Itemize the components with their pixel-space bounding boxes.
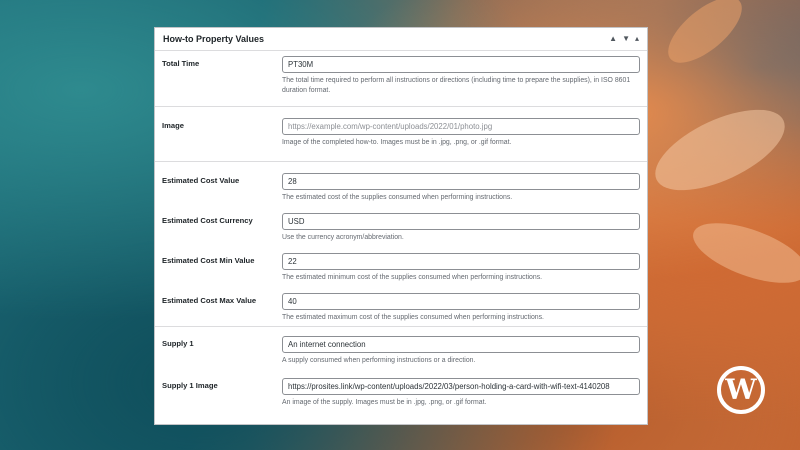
field-label: Supply 1 xyxy=(162,339,194,348)
field-row-cost-currency xyxy=(162,202,640,242)
estimated-cost-currency-input[interactable]: USD xyxy=(282,213,640,230)
field-row-supply-1-image xyxy=(162,367,640,408)
estimated-cost-min-input[interactable]: 22 xyxy=(282,253,640,270)
field-label: Total Time xyxy=(162,59,200,68)
field-row-image xyxy=(162,107,640,161)
panel-title: How-to Property Values xyxy=(163,34,265,44)
field-label: Estimated Cost Max Value xyxy=(162,296,257,305)
field-label: Estimated Cost Value xyxy=(162,176,240,185)
estimated-cost-max-input[interactable]: 40 xyxy=(282,293,640,310)
field-help: Image of the completed how-to. Images must be in .jpg, .png, or .gif format. xyxy=(282,139,512,146)
field-label: Image xyxy=(162,121,184,130)
total-time-input[interactable]: PT30M xyxy=(282,56,640,73)
field-row-cost-value xyxy=(162,162,640,202)
estimated-cost-value-input[interactable]: 28 xyxy=(282,173,640,190)
panel-body xyxy=(155,51,647,408)
wordpress-logo-icon xyxy=(717,366,765,414)
move-down-icon[interactable]: ▼ xyxy=(622,34,630,43)
toggle-panel-icon[interactable]: ▴ xyxy=(634,34,639,43)
field-row-cost-min xyxy=(162,242,640,282)
field-row-supply-1 xyxy=(162,327,640,367)
field-help: An image of the supply. Images must be in .jpg, .png, or .gif format. xyxy=(282,399,487,406)
field-help: The total time required to perform all instructions or directions (including time to prepare the supplies), in ISO 8601 duration format. xyxy=(282,77,631,94)
field-row-cost-max xyxy=(162,282,640,326)
field-help: The estimated minimum cost of the supplies consumed when performing instructions. xyxy=(282,274,543,281)
background-decoration xyxy=(658,0,753,74)
background-decoration xyxy=(644,93,796,207)
panel-controls xyxy=(609,35,639,43)
field-row-total-time xyxy=(162,51,640,106)
move-up-icon[interactable]: ▲ xyxy=(609,34,618,43)
background-decoration xyxy=(686,211,800,295)
field-help: Use the currency acronym/abbreviation. xyxy=(282,234,404,241)
howto-property-values-panel xyxy=(154,27,648,425)
field-help: The estimated maximum cost of the supplies consumed when performing instructions. xyxy=(282,314,544,321)
field-help: A supply consumed when performing instructions or a direction. xyxy=(282,357,476,364)
image-url-input[interactable]: https://example.com/wp-content/uploads/2022/01/photo.jpg xyxy=(282,118,640,135)
supply-1-input[interactable]: An internet connection xyxy=(282,336,640,353)
supply-1-image-input[interactable]: https://prosites.link/wp-content/uploads/2022/03/person-holding-a-card-with-wifi-text-4140208 xyxy=(282,378,640,395)
field-label: Estimated Cost Min Value xyxy=(162,256,255,265)
panel-header xyxy=(155,28,647,51)
wordpress-logo-glyph: W xyxy=(725,373,757,406)
field-help: The estimated cost of the supplies consumed when performing instructions. xyxy=(282,194,513,201)
field-label: Supply 1 Image xyxy=(162,381,218,390)
field-label: Estimated Cost Currency xyxy=(162,216,253,225)
